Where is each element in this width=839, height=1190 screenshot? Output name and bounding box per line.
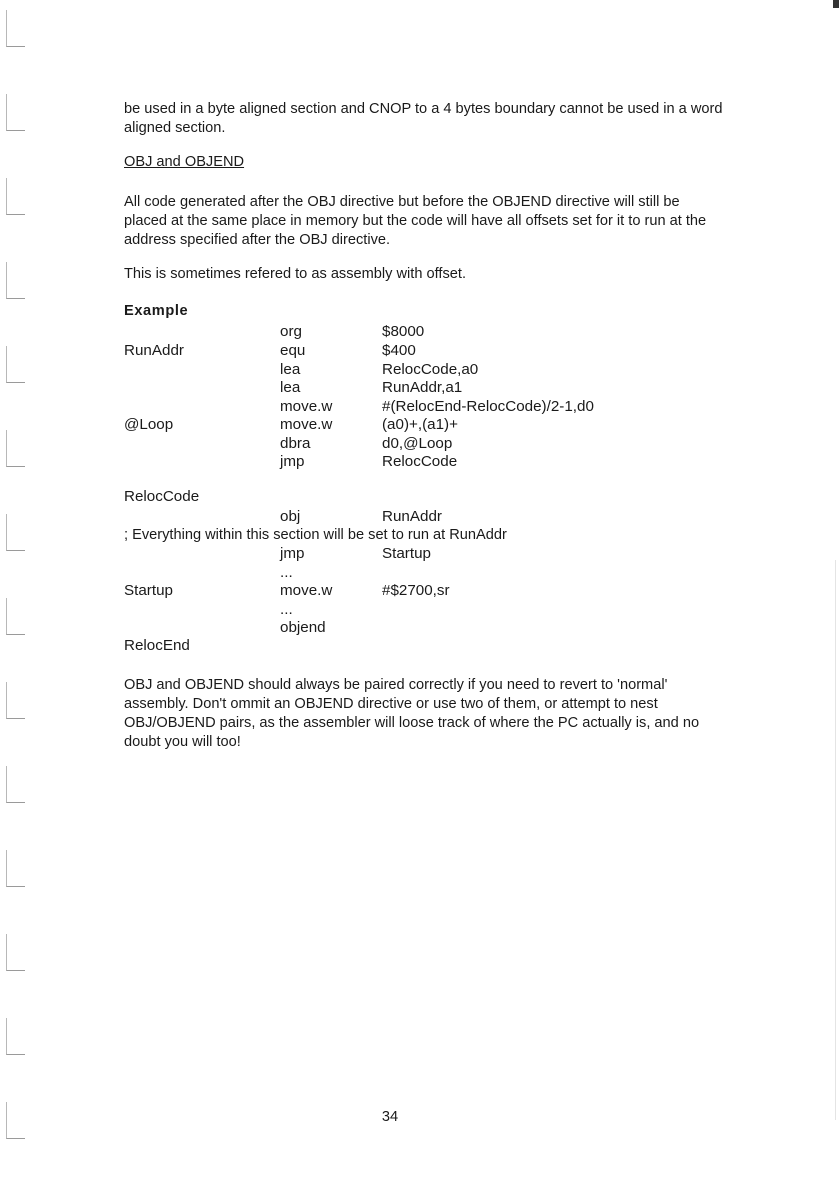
code-opcode: lea xyxy=(280,379,301,396)
code-line xyxy=(0,341,839,361)
code-operand: (a0)+,(a1)+ xyxy=(382,416,458,433)
code-operand: Startup xyxy=(382,545,431,562)
code-opcode: lea xyxy=(280,361,301,378)
code-line xyxy=(0,563,839,583)
code-line xyxy=(0,618,839,638)
binding-mark xyxy=(6,1018,25,1055)
code-operand: $400 xyxy=(382,342,416,359)
binding-mark xyxy=(6,178,25,215)
code-opcode: equ xyxy=(280,342,306,359)
code-line xyxy=(0,452,839,472)
code-operand: RelocCode xyxy=(382,453,458,470)
code-line xyxy=(0,415,839,435)
binding-mark xyxy=(6,682,25,719)
paragraph-pairing-warning: OBJ and OBJEND should always be paired correctly if you need to revert to 'normal' assembly. Don't ommit an OBJEND directive or use two of them, or attempt to nest OBJ/OBJEND pairs, as the assembler will loose track of where the PC actually is, and no doubt you will too! xyxy=(124,677,700,750)
binding-mark xyxy=(6,934,25,971)
code-label: Startup xyxy=(124,582,173,599)
corner-smudge xyxy=(833,0,839,8)
code-line xyxy=(0,636,839,656)
code-opcode: objend xyxy=(280,619,326,636)
code-line xyxy=(0,378,839,398)
code-label: @Loop xyxy=(124,416,174,433)
code-opcode: org xyxy=(280,323,302,340)
code-operand: RunAddr,a1 xyxy=(382,379,463,396)
code-line xyxy=(0,600,839,620)
code-line xyxy=(0,544,839,564)
binding-mark xyxy=(6,850,25,887)
page-number: 34 xyxy=(381,1109,399,1125)
paragraph-obj-description: All code generated after the OBJ directive but before the OBJEND directive will still be placed at the same place in memory but the code will have all offsets set for it to run at the address specified after the OBJ directive. xyxy=(124,194,707,248)
code-opcode: ... xyxy=(280,564,293,581)
code-label: RunAddr xyxy=(124,342,184,359)
code-opcode: dbra xyxy=(280,435,311,452)
code-opcode: move.w xyxy=(280,398,333,415)
code-opcode: ... xyxy=(280,601,293,618)
code-line xyxy=(0,581,839,601)
binding-mark xyxy=(6,766,25,803)
binding-mark xyxy=(6,262,25,299)
code-opcode: jmp xyxy=(280,453,305,470)
code-opcode: obj xyxy=(280,508,301,525)
code-comment: ; Everything within this section will be set to run at RunAddr xyxy=(124,527,507,543)
code-operand: RunAddr xyxy=(382,508,442,525)
code-operand: d0,@Loop xyxy=(382,435,453,452)
code-operand: RelocCode,a0 xyxy=(382,361,479,378)
code-opcode: move.w xyxy=(280,582,333,599)
binding-mark xyxy=(6,94,25,131)
code-operand: #(RelocEnd-RelocCode)/2-1,d0 xyxy=(382,398,594,415)
binding-mark xyxy=(6,10,25,47)
paragraph-offset-note: This is sometimes refered to as assembly with offset. xyxy=(124,266,466,282)
code-opcode: jmp xyxy=(280,545,305,562)
code-comment-line xyxy=(0,525,839,545)
code-line xyxy=(0,434,839,454)
code-label: RelocEnd xyxy=(124,637,190,654)
code-line xyxy=(0,322,839,342)
section-heading: OBJ and OBJEND xyxy=(124,154,245,170)
code-operand: $8000 xyxy=(382,323,425,340)
code-operand: #$2700,sr xyxy=(382,582,450,599)
code-line xyxy=(0,397,839,417)
paragraph-cnop-note: be used in a byte aligned section and CNOP to a 4 bytes boundary cannot be used in a word aligned section. xyxy=(124,101,723,136)
code-line xyxy=(0,360,839,380)
example-heading: Example xyxy=(124,303,189,319)
code-opcode: move.w xyxy=(280,416,333,433)
code-label: RelocCode xyxy=(124,488,200,505)
code-line xyxy=(0,507,839,527)
code-line xyxy=(0,487,839,507)
